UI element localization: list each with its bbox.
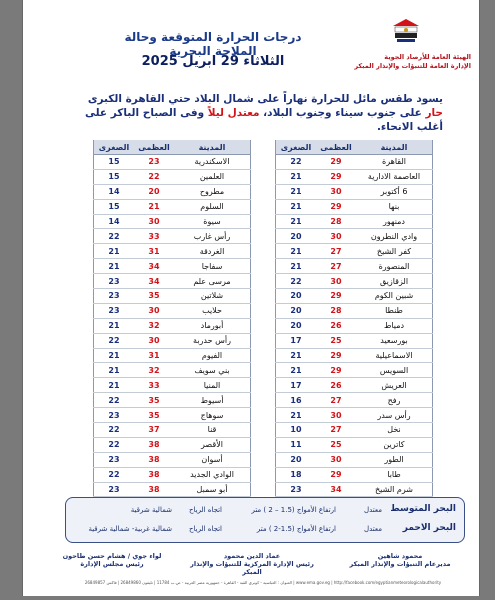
table-row: [94, 155, 251, 170]
cell-min: 21: [94, 259, 135, 274]
cell-min: 21: [276, 259, 317, 274]
cell-max: 38: [134, 452, 174, 467]
cell-min: 20: [276, 452, 317, 467]
footer-contact: العنوان : العباسية - كوبري القبة - القاهرة - جمهورية مصر العربية - ص.ب 11784 | تليفون 26849860 | فاكس 26849857 | www.ema.gov.eg | http://facebook.com/egyptianmeteorologicalauthority: [84, 580, 442, 585]
cell-city: بورسعيد: [356, 333, 433, 348]
cell-min: 20: [276, 289, 317, 304]
cell-min: 22: [94, 467, 135, 482]
cell-city: طابا: [356, 467, 433, 482]
cell-min: 21: [94, 318, 135, 333]
signature-block: [47, 552, 177, 568]
cell-min: 23: [94, 408, 135, 423]
table-row: [276, 229, 433, 244]
table-row: [276, 214, 433, 229]
cell-max: 26: [316, 378, 356, 393]
cell-min: 21: [94, 244, 135, 259]
cell-city: شبين الكوم: [356, 289, 433, 304]
cell-max: 33: [134, 378, 174, 393]
cell-city: الغردقة: [174, 244, 251, 259]
cell-city: العاصمة الادارية: [356, 169, 433, 184]
cell-max: 30: [316, 452, 356, 467]
cell-city: 6 أكتوبر: [356, 184, 433, 199]
signature-block: [187, 552, 317, 576]
forecast-part: حار: [425, 107, 443, 119]
cell-city: الوادي الجديد: [174, 467, 251, 482]
cell-min: 17: [276, 333, 317, 348]
table-row: [94, 229, 251, 244]
table-row: [94, 408, 251, 423]
cell-max: 30: [134, 303, 174, 318]
cell-max: 27: [316, 244, 356, 259]
cell-max: 28: [316, 303, 356, 318]
cell-city: السويس: [356, 363, 433, 378]
cell-min: 23: [276, 482, 317, 497]
cell-min: 17: [276, 378, 317, 393]
table-row: [94, 318, 251, 333]
cell-min: 20: [276, 303, 317, 318]
cell-city: رأس غارب: [174, 229, 251, 244]
cell-min: 21: [276, 214, 317, 229]
signatory-title: رئيس مجلس الإدارة: [80, 560, 144, 568]
cell-max: 25: [316, 437, 356, 452]
table-row: [94, 289, 251, 304]
cell-min: 21: [276, 184, 317, 199]
table-row: [276, 348, 433, 363]
org-name: الهيئة العامة للأرصاد الجوية: [384, 53, 471, 61]
cell-max: 29: [316, 363, 356, 378]
cell-city: رأس حدربة: [174, 333, 251, 348]
forecast-part: على شمال البلاد حتي القاهرة الكبرى: [87, 93, 284, 105]
wind-direction: شمالية شرقية: [130, 506, 172, 514]
cell-min: 22: [94, 229, 135, 244]
wind-direction: شمالية غربية- شمالية شرقية: [88, 525, 172, 533]
table-row: [276, 274, 433, 289]
cell-max: 34: [134, 274, 174, 289]
table-row: [94, 214, 251, 229]
cell-max: 31: [134, 348, 174, 363]
cell-max: 35: [134, 289, 174, 304]
cell-city: الفيوم: [174, 348, 251, 363]
cell-min: 15: [94, 155, 135, 170]
cell-min: 22: [276, 155, 317, 170]
org-department: الإدارة العامة للتنبؤات والإنذار المبكر: [354, 62, 471, 70]
cell-min: 15: [94, 199, 135, 214]
cell-min: 21: [94, 363, 135, 378]
cell-min: 22: [94, 333, 135, 348]
cell-min: 14: [94, 214, 135, 229]
table-row: [276, 318, 433, 333]
table-row: [94, 244, 251, 259]
cell-min: 10: [276, 423, 317, 438]
cell-max: 32: [134, 363, 174, 378]
table-row: [94, 437, 251, 452]
table-row: [94, 169, 251, 184]
signatory-title: مديرعام التنبؤات والإنذار المبكر: [349, 560, 451, 568]
col-header-max: العظمى: [134, 140, 174, 155]
cell-min: 21: [276, 169, 317, 184]
forecast-part: معتدل ليلاً: [207, 107, 260, 119]
col-header-max: العظمى: [316, 140, 356, 155]
sea-state: معتدل: [364, 525, 382, 533]
table-row: [276, 482, 433, 497]
cell-max: 31: [134, 244, 174, 259]
cell-max: 30: [134, 214, 174, 229]
table-row: [94, 363, 251, 378]
cell-max: 30: [134, 333, 174, 348]
table-row: [94, 303, 251, 318]
table-row: [276, 199, 433, 214]
table-row: [276, 467, 433, 482]
bulletin-page: [22, 0, 480, 596]
cell-city: سيوة: [174, 214, 251, 229]
sea-name: البحر المتوسط: [390, 504, 456, 514]
sea-row-red: [72, 521, 456, 539]
cell-city: الطور: [356, 452, 433, 467]
cell-max: 20: [134, 184, 174, 199]
cell-min: 21: [276, 244, 317, 259]
cell-city: دمنهور: [356, 214, 433, 229]
cell-city: العلمين: [174, 169, 251, 184]
cell-city: رفح: [356, 393, 433, 408]
cell-max: 33: [134, 229, 174, 244]
cell-city: المنيا: [174, 378, 251, 393]
cell-max: 32: [134, 318, 174, 333]
cell-min: 20: [276, 229, 317, 244]
table-row: [94, 348, 251, 363]
signatory-name: لواء جوي / هشام حسن طاحون: [62, 552, 162, 560]
cell-min: 18: [276, 467, 317, 482]
forecast-text: [77, 92, 443, 134]
table-row: [94, 423, 251, 438]
table-row: [276, 393, 433, 408]
signatory-name: محمود شاهين: [377, 552, 423, 560]
cell-min: 23: [94, 452, 135, 467]
cell-city: نخل: [356, 423, 433, 438]
table-row: [276, 423, 433, 438]
signatory-name: عماد الدين محمود: [223, 552, 281, 560]
wind-label: اتجاه الرياح: [189, 506, 222, 514]
forecast-part: يسود طقس مائل للحرارة نهاراً: [283, 93, 443, 105]
cell-city: رأس سدر: [356, 408, 433, 423]
table-row: [276, 289, 433, 304]
cell-max: 29: [316, 289, 356, 304]
cell-city: العريش: [356, 378, 433, 393]
table-row: [276, 378, 433, 393]
cell-city: بني سويف: [174, 363, 251, 378]
cell-max: 30: [316, 274, 356, 289]
cell-city: القاهرة: [356, 155, 433, 170]
cell-city: كاترين: [356, 437, 433, 452]
table-row: [276, 244, 433, 259]
table-row: [94, 333, 251, 348]
cell-min: 22: [94, 393, 135, 408]
cell-min: 23: [94, 482, 135, 497]
wind-label: اتجاه الرياح: [189, 525, 222, 533]
cell-min: 21: [94, 348, 135, 363]
table-row: [94, 378, 251, 393]
cell-city: حلايب: [174, 303, 251, 318]
cell-city: سوهاج: [174, 408, 251, 423]
cell-max: 29: [316, 155, 356, 170]
cell-max: 27: [316, 423, 356, 438]
cell-city: شرم الشيخ: [356, 482, 433, 497]
cell-max: 28: [316, 214, 356, 229]
cell-city: شلاتين: [174, 289, 251, 304]
cell-min: 22: [94, 437, 135, 452]
cell-min: 21: [276, 199, 317, 214]
cell-city: المنصورة: [356, 259, 433, 274]
cell-min: 21: [276, 348, 317, 363]
table-row: [276, 303, 433, 318]
cell-max: 29: [316, 199, 356, 214]
cell-max: 22: [134, 169, 174, 184]
forecast-part: وفى الصباح الباكر على أغلب الانحاء.: [84, 107, 443, 133]
col-header-city: المدينة: [174, 140, 251, 155]
cell-max: 37: [134, 423, 174, 438]
cell-min: 23: [94, 289, 135, 304]
cell-max: 38: [134, 482, 174, 497]
cell-min: 21: [276, 363, 317, 378]
cell-city: الأقصر: [174, 437, 251, 452]
cell-city: مطروح: [174, 184, 251, 199]
cell-city: الاسماعيلية: [356, 348, 433, 363]
cell-max: 38: [134, 467, 174, 482]
cell-min: 16: [276, 393, 317, 408]
temperature-table-right: [275, 140, 433, 497]
cell-city: طنطا: [356, 303, 433, 318]
cell-max: 27: [316, 393, 356, 408]
table-row: [276, 155, 433, 170]
table-row: [94, 482, 251, 497]
table-row: [94, 259, 251, 274]
cell-max: 30: [316, 184, 356, 199]
cell-max: 21: [134, 199, 174, 214]
cell-max: 34: [134, 259, 174, 274]
sea-conditions-box: [65, 497, 465, 543]
cell-max: 25: [316, 333, 356, 348]
ema-logo-icon: [391, 17, 421, 45]
cell-city: مرسى علم: [174, 274, 251, 289]
cell-max: 29: [316, 348, 356, 363]
table-row: [276, 437, 433, 452]
table-row: [94, 274, 251, 289]
table-row: [276, 259, 433, 274]
cell-max: 23: [134, 155, 174, 170]
cell-min: 21: [94, 378, 135, 393]
col-header-min: الصغرى: [94, 140, 135, 155]
cell-city: أسيوط: [174, 393, 251, 408]
cell-city: السلوم: [174, 199, 251, 214]
cell-max: 35: [134, 408, 174, 423]
cell-max: 34: [316, 482, 356, 497]
table-row: [94, 393, 251, 408]
cell-min: 11: [276, 437, 317, 452]
table-row: [276, 408, 433, 423]
cell-min: 22: [94, 423, 135, 438]
forecast-part: على جنوب سيناء وجنوب البلاد،: [259, 107, 426, 119]
cell-max: 38: [134, 437, 174, 452]
sea-row-mediterranean: [72, 502, 456, 520]
cell-max: 35: [134, 393, 174, 408]
cell-max: 29: [316, 169, 356, 184]
cell-max: 30: [316, 408, 356, 423]
bulletin-title: درجات الحرارة المتوقعة وحالة الملاحة البحرية: [124, 30, 302, 58]
table-row: [276, 333, 433, 348]
cell-min: 23: [94, 274, 135, 289]
col-header-min: الصغرى: [276, 140, 317, 155]
cell-city: بنها: [356, 199, 433, 214]
table-row: [94, 452, 251, 467]
cell-city: سفاجا: [174, 259, 251, 274]
temperature-table-left: [93, 140, 251, 497]
wave-height: ارتفاع الأمواج (1.5 – 2 ) متر: [251, 506, 336, 514]
table-row: [94, 199, 251, 214]
cell-min: 20: [276, 318, 317, 333]
cell-min: 15: [94, 169, 135, 184]
wave-height: ارتفاع الأمواج (1.5-2 ) متر: [256, 525, 336, 533]
bulletin-date: الثلاثاء 29 ابريل 2025: [141, 54, 285, 69]
cell-min: 21: [276, 408, 317, 423]
cell-city: دمياط: [356, 318, 433, 333]
cell-max: 27: [316, 259, 356, 274]
cell-min: 22: [276, 274, 317, 289]
cell-city: أبورماد: [174, 318, 251, 333]
cell-min: 23: [94, 303, 135, 318]
sea-name: البحر الاحمر: [402, 523, 456, 533]
cell-city: أسوان: [174, 452, 251, 467]
cell-city: الزقازيق: [356, 274, 433, 289]
table-row: [276, 452, 433, 467]
table-row: [276, 363, 433, 378]
cell-city: أبو سمبل: [174, 482, 251, 497]
cell-max: 29: [316, 467, 356, 482]
cell-city: وادي النطرون: [356, 229, 433, 244]
table-row: [94, 467, 251, 482]
col-header-city: المدينة: [356, 140, 433, 155]
cell-max: 26: [316, 318, 356, 333]
cell-city: الاسكندرية: [174, 155, 251, 170]
cell-min: 14: [94, 184, 135, 199]
signatory-title: رئيس الإدارة المركزية للتنبؤات والإنذار المبكر: [190, 560, 314, 576]
table-row: [94, 184, 251, 199]
cell-max: 30: [316, 229, 356, 244]
sea-state: معتدل: [364, 506, 382, 514]
signature-block: [335, 552, 465, 568]
cell-city: قنا: [174, 423, 251, 438]
table-row: [276, 169, 433, 184]
cell-city: كفر الشيخ: [356, 244, 433, 259]
table-row: [276, 184, 433, 199]
